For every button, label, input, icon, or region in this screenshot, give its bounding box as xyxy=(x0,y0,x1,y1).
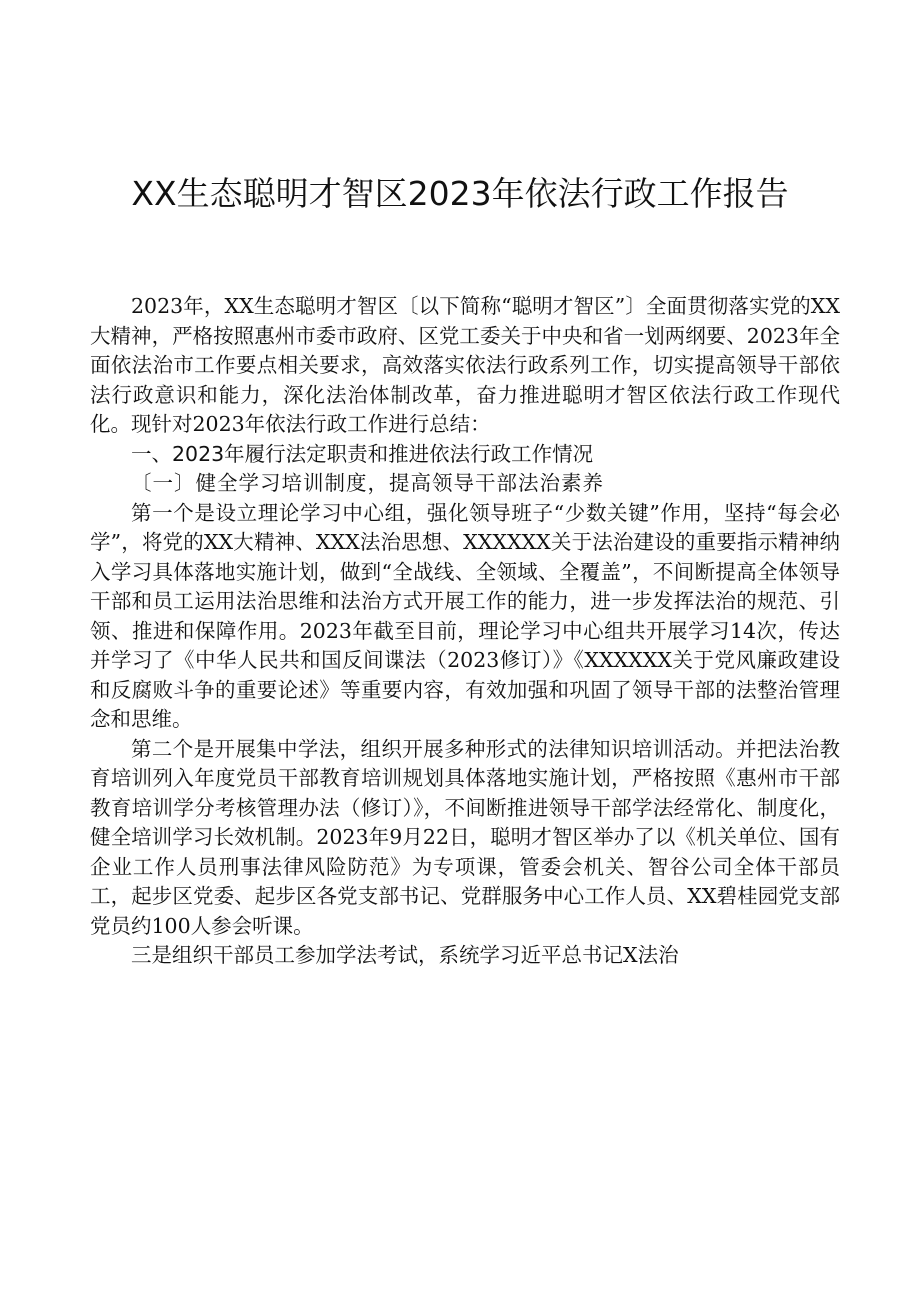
section-heading: 一、2023年履行法定职责和推进依法行政工作情况 xyxy=(131,441,594,466)
body-paragraph: 三是组织干部员工参加学法考试，系统学习近平总书记X法治 xyxy=(131,943,679,967)
body-paragraph: 第二个是开展集中学法，组织开展多种形式的法律知识培训活动。并把法治教育培训列入年度党员干部教育培训规划具体落地实施计划，严格按照《惠州市干部教育培训学分考核管理办法（修订）》，不间断推进领导干部学法经常化、制度化，健全培训学习长效机制。2023年9月22日，聪明才智区举办了以《机关单位、国有企业工作人员刑事法律风险防范》为专项课，管委会机关、智谷公司全体干部员工，起步区党委、起步区各党支部书记、党群服务中心工作人员、XX碧桂园党支部党员约100人参会听课。 xyxy=(90,736,840,938)
body-paragraph: 第一个是设立理论学习中心组，强化领导班子“少数关键”作用，坚持“每会必学”，将党的XX大精神、XXX法治思想、XXXXXX关于法治建设的重要指示精神纳入学习具体落地实施计划，做到“全战线、全领域、全覆盖”，不间断提高全体领导干部和员工运用法治思维和法治方式开展工作的能力，进一步发挥法治的规范、引领、推进和保障作用。2023年截至目前，理论学习中心组共开展学习14次，传达并学习了《中华人民共和国反间谍法（2023修订）》《XXXXXX关于党风廉政建设和反腐败斗争的重要论述》等重要内容，有效加强和巩固了领导干部的法整治管理念和思维。 xyxy=(90,500,840,731)
document-body xyxy=(90,292,840,971)
document-title: XX生态聪明才智区2023年依法行政工作报告 xyxy=(131,174,789,213)
subsection-heading: 〔一〕健全学习培训制度，提高领导干部法治素养 xyxy=(131,471,604,495)
intro-paragraph: 2023年，XX生态聪明才智区〔以下简称“聪明才智区”〕全面贯彻落实党的XX大精神，严格按照惠州市委市政府、区党工委关于中央和省一划两纲要、2023年全面依法治市工作要点相关要求，高效落实依法行政系列工作，切实提高领导干部依法行政意识和能力，深化法治体制改革，奋力推进聪明才智区依法行政工作现代化。现针对2023年依法行政工作进行总结： xyxy=(90,294,840,436)
